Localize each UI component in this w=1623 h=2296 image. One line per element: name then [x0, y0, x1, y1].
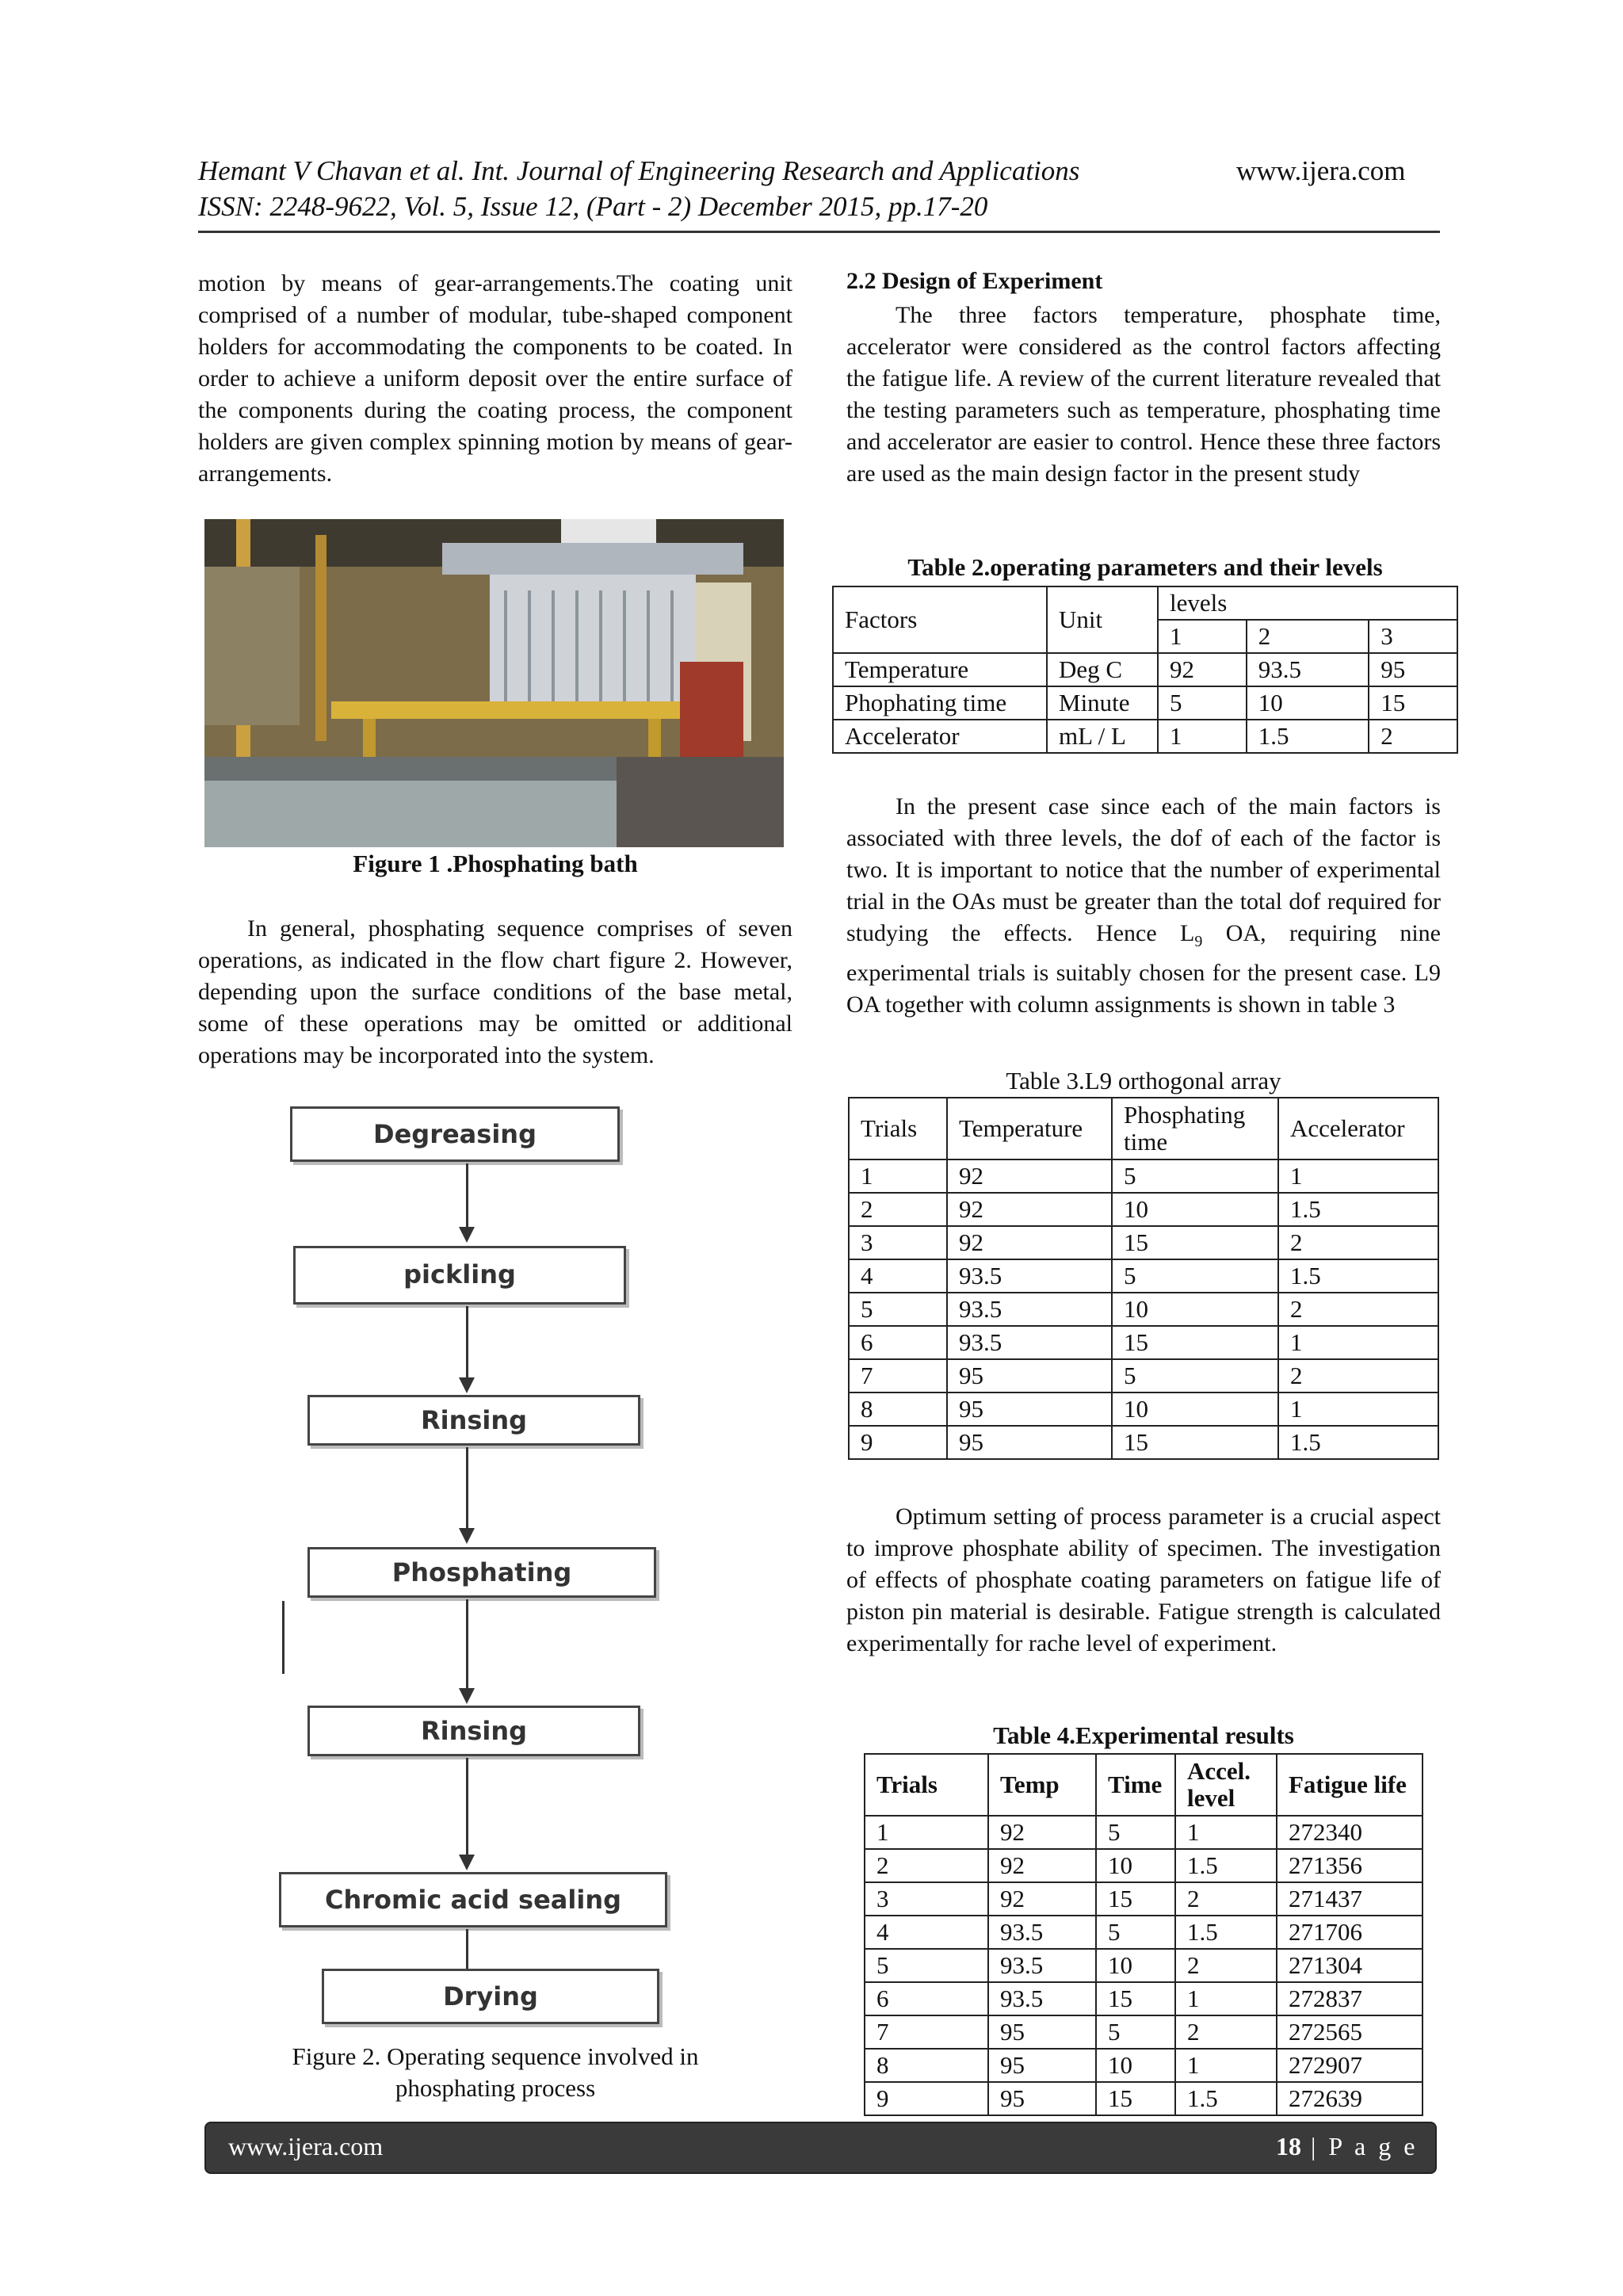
table2-operating-parameters: [832, 586, 1458, 754]
table-cell: 272340: [1277, 1816, 1423, 1849]
table-cell: 4: [865, 1916, 988, 1949]
table-cell: 92: [988, 1816, 1096, 1849]
table-cell: 2: [1175, 1882, 1277, 1916]
arrow-down-icon: [459, 1855, 475, 1870]
table-cell: 92: [947, 1226, 1112, 1259]
table-row: [865, 1982, 1423, 2015]
table-row: [865, 2049, 1423, 2082]
table-cell: 1: [1278, 1326, 1438, 1359]
table-cell: 1: [1175, 2049, 1277, 2082]
table-cell: 92: [947, 1193, 1112, 1226]
running-header-issn: ISSN: 2248-9622, Vol. 5, Issue 12, (Part - 2) December 2015, pp.17-20: [198, 191, 988, 222]
table-cell: 1.5: [1278, 1259, 1438, 1293]
table-cell: 10: [1096, 2049, 1175, 2082]
table-cell: 1: [1175, 1982, 1277, 2015]
table-cell: 2: [1278, 1293, 1438, 1326]
footer-site-url[interactable]: www.ijera.com: [228, 2132, 384, 2160]
table-cell: 93.5: [1247, 653, 1369, 686]
table-cell: 1.5: [1247, 720, 1369, 753]
flow-step-chromic-acid-sealing: Chromic acid sealing: [279, 1872, 667, 1927]
footer-page-number: [1276, 2132, 1418, 2161]
table-cell: 92: [947, 1159, 1112, 1193]
table-cell: 8: [849, 1392, 947, 1426]
table-cell: 2: [1175, 2015, 1277, 2049]
table-cell: 10: [1096, 1849, 1175, 1882]
table-cell: 10: [1112, 1193, 1278, 1226]
arrow-down-icon: [459, 1688, 475, 1704]
arrow-down-icon: [459, 1377, 475, 1393]
table-cell: 272837: [1277, 1982, 1423, 2015]
flow-step-phosphating: Phosphating: [307, 1547, 656, 1598]
table-cell: 7: [865, 2015, 988, 2049]
table-cell: 92: [988, 1849, 1096, 1882]
header-site-url[interactable]: www.ijera.com: [1236, 155, 1406, 186]
table-cell: 5: [1096, 1816, 1175, 1849]
table-cell: 5: [849, 1293, 947, 1326]
table4-header-accel-level: Accel. level: [1175, 1754, 1277, 1816]
table-cell: 95: [988, 2015, 1096, 2049]
table-cell: 15: [1112, 1426, 1278, 1459]
left-paragraph-1: motion by means of gear-arrangements.The coating unit comprised of a number of modular, tube-shaped component holders for accommodating the components to be coated. In order to achieve a uniform deposit over the entire surface of the components during the coating process, the component holders are given complex spinning motion by means of gear-arrangements.: [198, 270, 792, 487]
table-row: [865, 2082, 1423, 2115]
flow-connector: [466, 1447, 468, 1530]
table-cell: 2: [1278, 1226, 1438, 1259]
table-cell: 95: [988, 2049, 1096, 2082]
table-cell: 1.5: [1175, 1849, 1277, 1882]
table-cell: 1: [1278, 1159, 1438, 1193]
table-cell: 7: [849, 1359, 947, 1392]
table-cell: 95: [947, 1392, 1112, 1426]
page-footer-bar: [204, 2122, 1437, 2174]
table-row: [849, 1159, 1438, 1193]
table-cell: 92: [1158, 653, 1247, 686]
flow-step-pickling: pickling: [293, 1246, 626, 1305]
table-cell: 92: [988, 1882, 1096, 1916]
table-cell: 8: [865, 2049, 988, 2082]
right-paragraph-3: Optimum setting of process parameter is a crucial aspect to improve phosphate ability of specimen. The investigation of effects of phosphate coating parameters on fatigue life of piston pin material is desirable. Fatigue strength is calculated experimentally for rache level of experiment.: [846, 1503, 1441, 1656]
table-row: [849, 1193, 1438, 1226]
table-row: [833, 653, 1457, 686]
table-cell: Accelerator: [833, 720, 1047, 753]
table-cell: 272565: [1277, 2015, 1423, 2049]
table2-level-header: 1: [1158, 620, 1247, 653]
table-row: [865, 1916, 1423, 1949]
table-cell: 6: [849, 1326, 947, 1359]
table-cell: 10: [1112, 1392, 1278, 1426]
table-row: [833, 720, 1457, 753]
page-number: 18: [1276, 2132, 1301, 2160]
table-cell: 2: [865, 1849, 988, 1882]
table-cell: 5: [1096, 1916, 1175, 1949]
table2-header-unit: Unit: [1047, 586, 1158, 653]
table-cell: 93.5: [988, 1982, 1096, 2015]
table4-header-temp: Temp: [988, 1754, 1096, 1816]
section-heading-design-of-experiment: 2.2 Design of Experiment: [846, 268, 1103, 294]
table-cell: Deg C: [1047, 653, 1158, 686]
table-cell: 15: [1096, 1882, 1175, 1916]
table-cell: 1: [849, 1159, 947, 1193]
table-cell: 271437: [1277, 1882, 1423, 1916]
table4-header-fatigue-life: Fatigue life: [1277, 1754, 1423, 1816]
table-cell: 15: [1112, 1226, 1278, 1259]
table-cell: 2: [1175, 1949, 1277, 1982]
table-cell: 2: [1369, 720, 1457, 753]
table-row: [849, 1259, 1438, 1293]
table3-l9-orthogonal-array: [848, 1097, 1439, 1460]
flow-connector: [466, 1758, 468, 1856]
table-cell: 15: [1112, 1326, 1278, 1359]
table-cell: 93.5: [947, 1259, 1112, 1293]
table-cell: 9: [849, 1426, 947, 1459]
table-cell: 95: [947, 1426, 1112, 1459]
figure2-side-mark: [282, 1601, 285, 1674]
table-row: [849, 1359, 1438, 1392]
table-cell: 272907: [1277, 2049, 1423, 2082]
table-cell: 95: [947, 1359, 1112, 1392]
table-cell: 271356: [1277, 1849, 1423, 1882]
table-cell: 271304: [1277, 1949, 1423, 1982]
table-cell: 272639: [1277, 2082, 1423, 2115]
table-cell: mL / L: [1047, 720, 1158, 753]
table-cell: 10: [1112, 1293, 1278, 1326]
table-cell: 3: [849, 1226, 947, 1259]
table-cell: 1: [1158, 720, 1247, 753]
phosphating-bath-illustration: [204, 519, 784, 847]
table-cell: 1.5: [1175, 2082, 1277, 2115]
figure2-caption-line2: phosphating process: [395, 2074, 596, 2102]
table-cell: 15: [1096, 1982, 1175, 2015]
table-cell: 5: [1096, 2015, 1175, 2049]
table4-header-trials: Trials: [865, 1754, 988, 1816]
table-cell: 5: [1112, 1159, 1278, 1193]
header-rule: [198, 231, 1440, 233]
left-paragraph-2: In general, phosphating sequence comprises of seven operations, as indicated in the flow chart figure 2. However, depending upon the surface conditions of the base metal, some of these operations may be omitted or additional operations may be incorporated into the system.: [198, 915, 792, 1068]
table-cell: 93.5: [947, 1293, 1112, 1326]
figure2-caption: [198, 2041, 792, 2104]
arrow-down-icon: [459, 1528, 475, 1544]
right-paragraph-2-part-a: In the present case since each of the main factors is associated with three levels, the dof of each of the factor is two. It is important to notice that the number of experimental trial in the OAs must be greater than the total dof required for studying the effects. Hence L: [846, 793, 1441, 946]
table-cell: Minute: [1047, 686, 1158, 720]
table-cell: 271706: [1277, 1916, 1423, 1949]
running-header-citation: Hemant V Chavan et al. Int. Journal of Engineering Research and Applications: [198, 155, 1080, 186]
right-paragraph-2: [846, 791, 1441, 1021]
table-row: [865, 1816, 1423, 1849]
table-cell: 6: [865, 1982, 988, 2015]
table-row: [865, 1849, 1423, 1882]
table-cell: 93.5: [988, 1916, 1096, 1949]
figure2-caption-line1: Figure 2. Operating sequence involved in: [292, 2042, 699, 2070]
table-cell: 5: [1112, 1359, 1278, 1392]
table3-header-temperature: Temperature: [947, 1098, 1112, 1159]
table-cell: 1.5: [1278, 1193, 1438, 1226]
table-cell: 10: [1096, 1949, 1175, 1982]
table2-level-header: 3: [1369, 620, 1457, 653]
table4-header-time: Time: [1096, 1754, 1175, 1816]
right-paragraph-1: The three factors temperature, phosphate time, accelerator were considered as the control factors affecting the fatigue life. A review of the current literature revealed that the testing parameters such as temperature, phosphating time and accelerator are easier to control. Hence these three factors are used as the main design factor in the present study: [846, 302, 1441, 487]
figure1-phosphating-bath-photo: [204, 519, 784, 847]
table2-title: Table 2.operating parameters and their levels: [907, 553, 1383, 581]
flow-connector: [466, 1163, 468, 1228]
table-cell: 15: [1369, 686, 1457, 720]
table-cell: Temperature: [833, 653, 1047, 686]
right-paragraph-2-subscript: 9: [1194, 933, 1203, 950]
table-row: [833, 686, 1457, 720]
table2-header-levels: levels: [1158, 586, 1457, 620]
table-cell: 93.5: [988, 1949, 1096, 1982]
figure2-flowchart: [269, 1102, 713, 2029]
table-cell: 15: [1096, 2082, 1175, 2115]
table-cell: 1.5: [1175, 1916, 1277, 1949]
table-row: [865, 1882, 1423, 1916]
table-cell: 9: [865, 2082, 988, 2115]
table3-header-trials: Trials: [849, 1098, 947, 1159]
table-cell: 2: [849, 1193, 947, 1226]
table-cell: 5: [1112, 1259, 1278, 1293]
table-cell: 5: [1158, 686, 1247, 720]
table-row: [849, 1426, 1438, 1459]
table-cell: 95: [988, 2082, 1096, 2115]
table3-header-accelerator: Accelerator: [1278, 1098, 1438, 1159]
table-cell: 93.5: [947, 1326, 1112, 1359]
table-cell: 1.5: [1278, 1426, 1438, 1459]
page-label: | P a g e: [1301, 2132, 1419, 2160]
table-cell: 1: [865, 1816, 988, 1849]
table3-title: Table 3.L9 orthogonal array: [1006, 1067, 1281, 1095]
table3-header-phosphating-time: Phosphating time: [1112, 1098, 1278, 1159]
figure1-caption: Figure 1 .Phosphating bath: [353, 850, 638, 877]
table-cell: 1: [1175, 1816, 1277, 1849]
arrow-down-icon: [459, 1227, 475, 1243]
table-row: [849, 1326, 1438, 1359]
flow-step-degreasing: Degreasing: [290, 1106, 620, 1162]
table-cell: 2: [1278, 1359, 1438, 1392]
table-row: [849, 1392, 1438, 1426]
table-cell: 5: [865, 1949, 988, 1982]
flow-connector: [466, 1599, 468, 1690]
flow-step-rinsing-2: Rinsing: [307, 1706, 640, 1756]
table-cell: 4: [849, 1259, 947, 1293]
table4-experimental-results: [864, 1753, 1423, 2116]
table-cell: 3: [865, 1882, 988, 1916]
table-cell: 10: [1247, 686, 1369, 720]
table-row: [865, 1949, 1423, 1982]
table-row: [865, 2015, 1423, 2049]
table2-level-header: 2: [1247, 620, 1369, 653]
flow-step-drying: Drying: [322, 1969, 659, 2024]
table4-title: Table 4.Experimental results: [993, 1721, 1294, 1749]
table-cell: 95: [1369, 653, 1457, 686]
flow-step-rinsing-1: Rinsing: [307, 1395, 640, 1446]
table2-header-factors: Factors: [833, 586, 1047, 653]
table-row: [849, 1226, 1438, 1259]
table-cell: 1: [1278, 1392, 1438, 1426]
right-paragraph-2-part-b: OA, requiring nine experimental trials is suitably chosen for the present case. L9 OA together with column assignments is shown in table 3: [846, 920, 1442, 1018]
table-row: [849, 1293, 1438, 1326]
table-cell: Phophating time: [833, 686, 1047, 720]
flow-connector: [466, 1306, 468, 1379]
